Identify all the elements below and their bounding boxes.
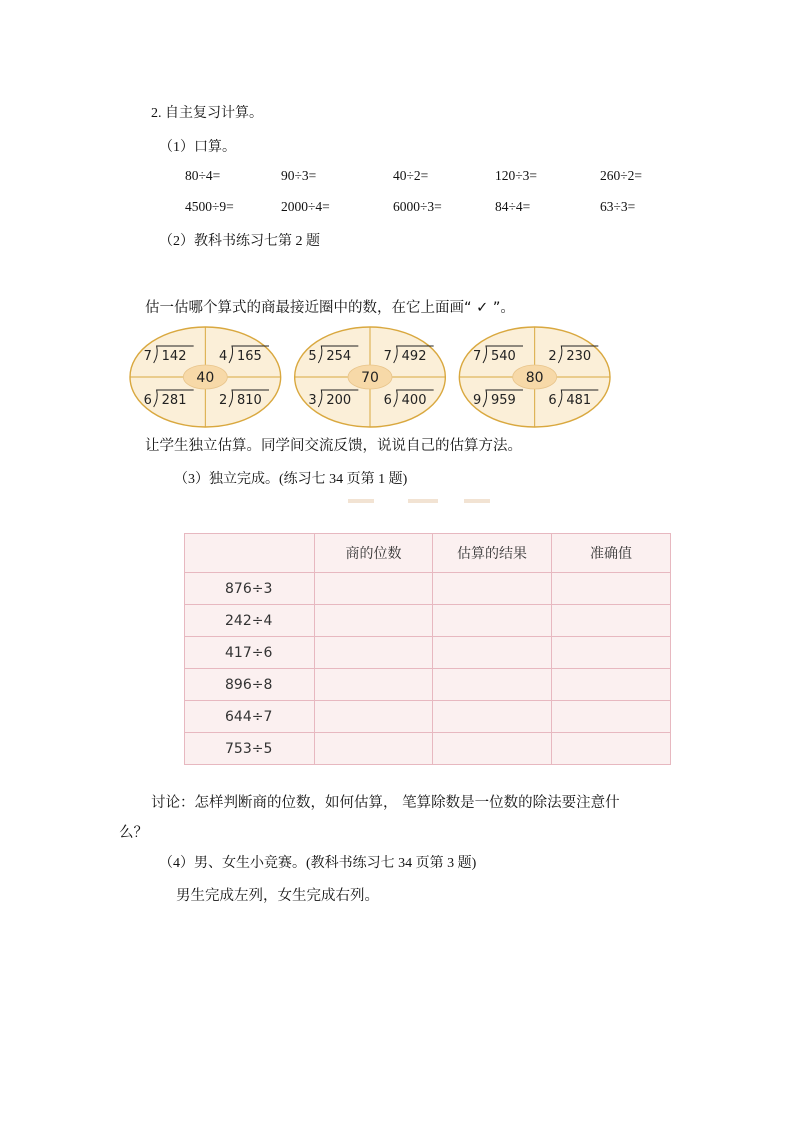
divisor: 2 (548, 349, 557, 364)
dividend: 540 (491, 349, 516, 364)
divisor: 5 (308, 349, 317, 364)
answer-cell[interactable] (315, 669, 433, 701)
division-expression (384, 390, 434, 408)
divisor: 6 (143, 393, 152, 408)
divisor: 6 (548, 393, 557, 408)
part1-label: （1）口算。 (159, 140, 236, 155)
estimate-note: 让学生独立估算。同学间交流反馈，说说自己的估算方法。 (145, 438, 522, 454)
table-expression: 753÷5 (185, 733, 315, 765)
table-expression: 242÷4 (185, 605, 315, 637)
estimation-oval (295, 327, 446, 427)
division-expression (473, 390, 523, 408)
answer-cell[interactable] (552, 573, 671, 605)
table-row (185, 637, 671, 669)
estimate-instruction: 估一估哪个算式的商最接近圈中的数，在它上面画“ ✓ ”。 (145, 300, 515, 316)
center-number: 40 (196, 370, 215, 386)
answer-cell[interactable] (433, 701, 552, 733)
center-number: 70 (361, 370, 379, 386)
division-expression (384, 346, 434, 364)
table-row (185, 701, 671, 733)
answer-cell[interactable] (433, 669, 552, 701)
math-item: 2000÷4= (281, 199, 330, 214)
table-header-cell: 商的位数 (315, 534, 433, 573)
answer-cell[interactable] (315, 701, 433, 733)
decor-bar (408, 499, 438, 503)
dividend: 142 (161, 349, 187, 364)
table-row (185, 669, 671, 701)
division-expression (548, 346, 598, 364)
answer-cell[interactable] (433, 637, 552, 669)
table-row (185, 605, 671, 637)
discussion-line-1: 讨论：怎样判断商的位数，如何估算， 笔算除数是一位数的除法要注意什 (151, 795, 620, 811)
math-item: 63÷3= (600, 199, 636, 214)
math-item: 260÷2= (600, 168, 643, 183)
decor-bar (348, 499, 374, 503)
divisor: 7 (383, 349, 392, 364)
table-expression: 417÷6 (185, 637, 315, 669)
table-header-row (185, 534, 671, 573)
answer-cell[interactable] (552, 733, 671, 765)
answer-cell[interactable] (433, 573, 552, 605)
center-number: 80 (525, 370, 544, 386)
dividend: 810 (237, 393, 262, 408)
dividend: 281 (161, 393, 187, 408)
math-item: 80÷4= (185, 168, 221, 183)
part4-label: （4）男、女生小竞赛。(教科书练习七 34 页第 3 题) (159, 856, 477, 871)
math-item: 120÷3= (495, 168, 538, 183)
math-item: 84÷4= (495, 199, 531, 214)
table-row (185, 573, 671, 605)
division-expression (473, 346, 523, 364)
math-item: 40÷2= (393, 168, 429, 183)
answer-cell[interactable] (433, 605, 552, 637)
estimation-oval (459, 327, 610, 427)
answer-cell[interactable] (315, 605, 433, 637)
answer-cell[interactable] (315, 573, 433, 605)
part2-label: （2）教科书练习七第 2 题 (159, 234, 320, 249)
answer-cell[interactable] (315, 733, 433, 765)
part4-instruction: 男生完成左列，女生完成右列。 (176, 888, 379, 904)
dividend: 492 (401, 349, 427, 364)
division-expression (548, 390, 598, 408)
table-header-cell: 准确值 (552, 534, 671, 573)
answer-cell[interactable] (433, 733, 552, 765)
dividend: 959 (491, 393, 516, 408)
dividend: 230 (566, 349, 592, 364)
divisor: 7 (143, 349, 152, 364)
divisor: 4 (219, 349, 228, 364)
division-expression (308, 346, 358, 364)
table-header-cell (185, 534, 315, 573)
math-item: 4500÷9= (185, 199, 234, 214)
math-item: 90÷3= (281, 168, 317, 183)
section-title: 2. 自主复习计算。 (151, 106, 263, 121)
discussion-line-2: 么？ (119, 825, 148, 841)
divisor: 7 (473, 349, 482, 364)
division-expression (308, 390, 358, 408)
answer-cell[interactable] (552, 637, 671, 669)
divisor: 2 (219, 393, 228, 408)
dividend: 165 (237, 349, 262, 364)
estimation-oval (130, 327, 281, 427)
divisor: 6 (383, 393, 392, 408)
dividend: 481 (566, 393, 592, 408)
division-expression (144, 390, 194, 408)
math-item: 6000÷3= (393, 199, 442, 214)
divisor: 3 (308, 393, 317, 408)
answer-cell[interactable] (552, 605, 671, 637)
decor-bar (464, 499, 490, 503)
divisor: 9 (473, 393, 482, 408)
table-expression: 644÷7 (185, 701, 315, 733)
table-expression: 896÷8 (185, 669, 315, 701)
part3-label: （3）独立完成。(练习七 34 页第 1 题) (174, 472, 408, 487)
dividend: 400 (401, 393, 427, 408)
dividend: 254 (326, 349, 352, 364)
dividend: 200 (326, 393, 352, 408)
estimation-ovals (128, 322, 612, 432)
table-expression: 876÷3 (185, 573, 315, 605)
answer-cell[interactable] (552, 701, 671, 733)
division-expression (219, 346, 269, 364)
table-row (185, 733, 671, 765)
answer-cell[interactable] (315, 637, 433, 669)
answer-cell[interactable] (552, 669, 671, 701)
estimation-table (184, 533, 671, 765)
division-expression (144, 346, 194, 364)
table-header-cell: 估算的结果 (433, 534, 552, 573)
division-expression (219, 390, 269, 408)
